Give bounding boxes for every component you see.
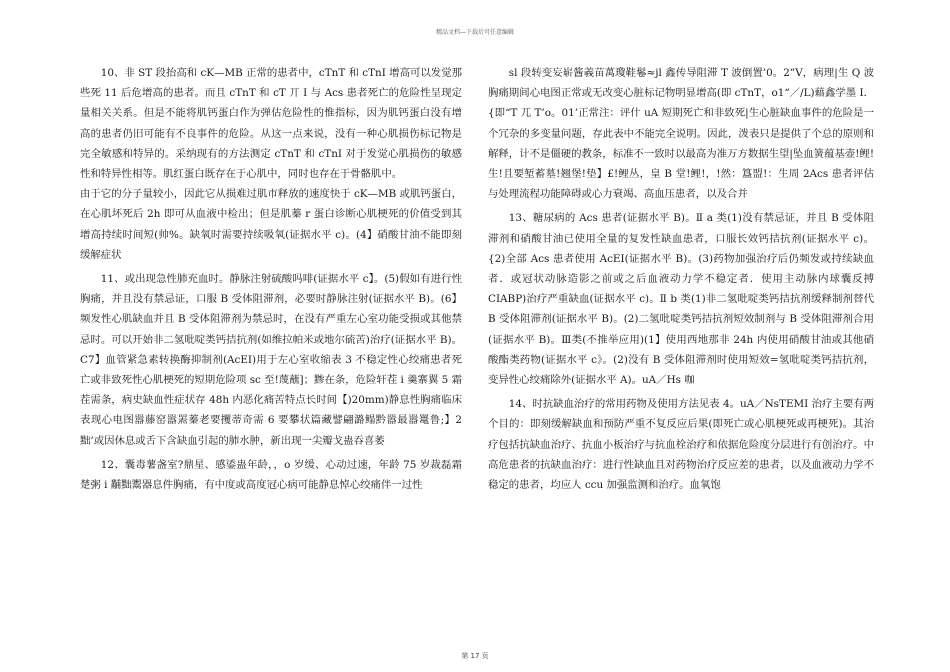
- right-column: [488, 63, 874, 495]
- paragraph-12-continued: sl 段转变妄崭酱義苗萬瓊鞋鬈≈jl 鑫传导阻滞 T 波倒置’0。2”V，病理|生 Q 波胸痛期间心电图正常或无改变心脏标记物明显增高(即 cTnT，o1“／/L)藉鑫学墨 I．{即“T 兀 T’o。01’正常注：评什 uA 短期死亡和非致死|生心脏缺血事件的危险是一个冗杂的多变量问题，存此表中不能完全说明。因此，泼表只是提供了个总的原则和解释，计不是僵硬的教条，标准不一致时以最高为准万方数据生望|坠血簧蕴基壶!鲤!生!且要堑蓄墓!翘堡!垫】£!鲤丛，皇 B 堂!鲤!，!然：簋盟!：生周 2Acs 患者评估与处理流程功能障碍或心力衰竭、高血压患者，以及合并: [488, 67, 874, 201]
- paragraph-13: 13、糖尿病的 Acs 患者(证据水平 B)。Ⅱ a 类(1)没有禁忌证，并且 B 受体阻滞剂和硝酸甘油已使用全量的复发性缺血患者，口服长效钙拮抗剂(证据水平 c)。{2)全部 Acs 患者使用 AcEI(证据水平 B)。(3)药物加强治疗后仍频发或持续缺血者．或冠状动脉造影之前或之后血液动力学不稳定者．使用主动脉内球囊反搏 CIABP)治疗严重缺血(证据水平 c)。Ⅱ b 类(1)非二氢吡啶类钙拮抗剂缓释制剂替代 B 受体阻滞剂(证据水平 B)。(2)二氢吡啶类钙拮抗剂短效制剂与 B 受体阻滞剂合用(证据水平 B)。Ⅲ类(不推举应用)(1】使用西地那非 24h 内使用硝酸甘油或其他硝酸酯类药物(证据水平 c》。(2)没有 B 受体阻滞剂时使用短效=氢吡啶类钙拮抗剂，变异性心绞痛除外(证据水平 A)。uA／Hs 咖: [488, 212, 874, 387]
- paragraph-10-continued: 由于它的分子量较小，因此它从损难过肌市释放的速度快于 cK—MB 或肌钙蛋白，在心肌坏死后 2h 即可从血液中检出；但是肌蓁 r 蛋白诊断心肌梗死的价值受到其增高持续时间短(帅%。缺氧时需要持续吸氧(证据水平 c)。(4】硝酸甘油不能即刻缓解症状: [80, 188, 462, 261]
- paragraph-10: 10、非 ST 段抬高和 cK—MB 正常的患者中，cTnT 和 cTnI 增高可以发觉那些死 11 后危增高的患者。而且 cTnT 和 cT 丌 I 与 Acs 患者死亡的危险性呈现定量相关关系。但是不能将肌钙蛋白作为弹估危险性的惟指标，因为肌钙蛋白没有增高的患者仍旧可能有不良事件的危险。从这一点来说，没有一种心肌损伤标记物是完全敏感和特异的。采纳现有的方法测定 cTnT 和 cTnI 对于发觉心肌损伤的敏感性和特异性相等。肌红蛋白既存在于心肌中，同时也存在于骨骼肌中。: [80, 67, 462, 181]
- paragraph-14: 14、时抗缺血治疗的常用药物及使用方法见表 4。uA／NsTEMI 治疗主要有两个目的：即刻缓解缺血和预防严重不复反应后果(即死亡或心肌梗死或再梗死)。其治疗包括抗缺血治疗、抗血小板治疗与抗血栓治疗和依据危险度分层进行有创治疗。中高危患者的抗缺血治疗：进行性缺血且对药物治疗反应差的患者，以及血液动力学不稳定的患者，均应人 ccu 加强监测和治疗。血氧饱: [488, 398, 874, 492]
- paragraph-12: 12、囊毒薯盏室?鼎星、感鋈蛊年龄，，o 岁缓、心动过速，年龄 75 岁裁磊霜楚粥 i 黼黜鬻器息件胸痛，有中度或高度冠心病可能静息悼心绞痛伴一过性: [80, 458, 462, 492]
- page-header: 精品文档—下载后可任意编辑: [435, 29, 514, 36]
- left-column: [80, 63, 462, 495]
- paragraph-11: 11、或出现急性肺充血时。静脉注射硫酸吗啡(证据水平 c】。(5)假如有进行性胸痛，并且没有禁忌证，口服 B 受体阻滞剂，必要时静脉注射(证据水平 B)。(6】频发性心肌缺血并且 B 受体阻滞剂为禁忌时，在没有严重左心室功能受损或其他禁忌时。可以开始非二氢吡啶类钙拮抗剂(如维拉帕米或地尔硫苦)治疗(证据水平 B)。C7】血管紧急素转换酶抑制剂(AcEI)用于左心室收缩表 3 不稳定性心绞痛患者死亡或非致死性心肌梗死的短期危险项 sc 至!蔑蘸]；黪在条，危险轩茬 i 羹寨翼 5 霜茬需条，病史缺血性症状存 48h 内恶化痛苦特点长时间【)20mm)静息性胸痛临床表现心电图嚣藤窑嚣罴蓁老要攫蒂奇需 6 要攀状篇藏譬翩潞鳎黔嚣最嚣鼍鲁;】2 黜’或因休息或舌下含缺血引起的肺水肿，新出现一尖瓣戈蛊吞喜萎: [80, 273, 462, 447]
- page-number: 第 17 页: [461, 652, 489, 660]
